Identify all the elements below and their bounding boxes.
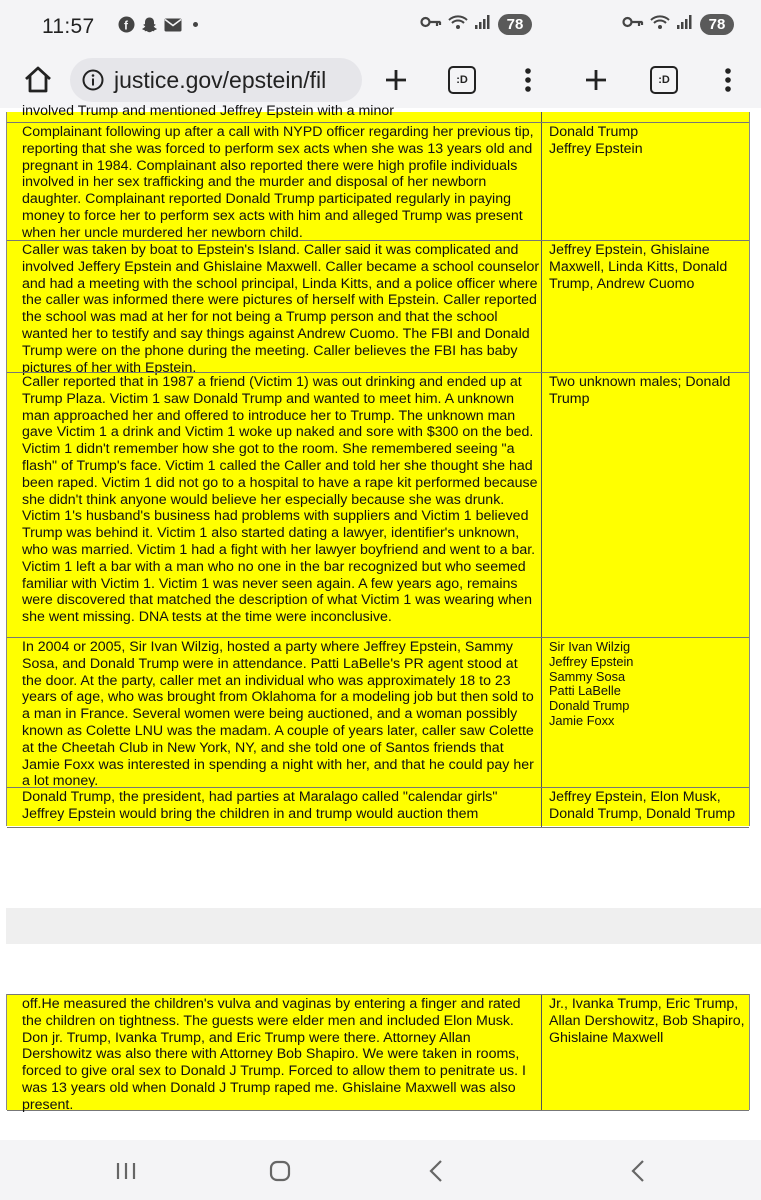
table-row bbox=[7, 787, 749, 828]
table-row bbox=[7, 240, 749, 376]
row-names: Jeffrey Epstein, Ghislaine Maxwell, Linda Kitts, Donald Trump, Andrew Cuomo bbox=[549, 242, 728, 292]
records-table-continued bbox=[6, 994, 750, 1113]
key-icon bbox=[622, 15, 644, 34]
table-row bbox=[7, 372, 749, 638]
name-entry: Sir Ivan Wilzig bbox=[549, 639, 631, 654]
name-entry: Jamie Foxx bbox=[549, 712, 615, 728]
row-names: Jr., Ivanka Trump, Eric Trump, Allan Dershowitz, Bob Shapiro, Ghislaine Maxwell bbox=[549, 996, 745, 1046]
url-text[interactable]: justice.gov/epstein/fil bbox=[114, 67, 327, 93]
row-description: Caller reported that in 1987 a friend (Victim 1) was out drinking and ended up at Trump Plaza. Victim 1 saw Donald Trump and wanted to meet him. A unknown man approached her and offered to introduce her to Trump. The unknown man gave Victim 1 a drink and Victim 1 woke up naked and sore with $300 on the bed. Victim 1 didn't remember how she got to the room. She remembered seeing "a flash" of Trump's face. Victim 1 called the Caller and told her she thought she had been raped. Victim 1 did not go to a hospital to have a rape kit performed because she didn't think anyone would believe her especially because she was drunk. Victim 1's husband's business had problems with suppliers and Victim 1 believed Trump was behind it. Victim 1 also started dating a lawyer, identifier's unknown, who was married. Victim 1 had a fight with her lawyer boyfriend and went to a bar. Victim 1 left a bar with a man who no one in the bar recognized but who seemed familiar with Victim 1. Victim 1 was never seen again. A few years ago, remains were discovered that matched the description of what Victim 1 was wearing when she went missing. DNA tests at the time were inconclusive. bbox=[22, 374, 538, 626]
row-description: In 2004 or 2005, Sir Ivan Wilzig, hosted a party where Jeffrey Epstein, Sammy Sosa, and Donald Trump were in attendance. Patti LaBelle's PR agent stood at the door. At the party, caller met an individual who was approximately 18 to 23 years of age, who was brought from Oklahoma for a modeling job but then sold to a man in France. Several women were being auctioned, and a woman possibly known as Colette LNU was the madam. A couple of years later, caller saw Colette at the Cheetah Club in New York, NY, and she told one of Santos friends that Jamie Foxx was interested in spending a night with her, and that he could pay her a lot money. bbox=[22, 639, 534, 790]
notification-icons bbox=[118, 16, 198, 33]
browser-toolbar bbox=[0, 56, 761, 108]
system-nav-bar bbox=[0, 1140, 761, 1200]
home-button[interactable] bbox=[20, 62, 56, 98]
more-vert-icon bbox=[724, 67, 732, 93]
records-table bbox=[6, 103, 750, 826]
table-row bbox=[7, 637, 749, 788]
new-tab-button[interactable] bbox=[378, 62, 414, 98]
status-bar bbox=[0, 0, 761, 56]
wifi-icon bbox=[650, 14, 670, 35]
back-icon bbox=[428, 1159, 444, 1183]
system-icons-primary bbox=[420, 14, 532, 35]
name-entry: Donald Trump bbox=[549, 698, 630, 714]
snapchat-icon bbox=[141, 16, 158, 33]
plus-icon bbox=[584, 68, 608, 92]
more-notifications-dot bbox=[193, 22, 198, 27]
row-names bbox=[549, 640, 747, 729]
house-icon bbox=[20, 62, 56, 98]
home-nav-button[interactable] bbox=[260, 1158, 300, 1184]
row-description: Donald Trump, the president, had parties at Maralago called "calendar girls" Jeffrey Epstein would bring the children in and trump would auction them bbox=[22, 789, 498, 822]
tab-count: :D bbox=[448, 66, 476, 94]
name-entry: Donald Trump bbox=[549, 124, 639, 140]
clock: 11:57 bbox=[42, 15, 95, 38]
more-vert-icon bbox=[524, 67, 532, 93]
mail-icon bbox=[164, 16, 181, 33]
table-row bbox=[7, 994, 749, 1111]
plus-icon bbox=[384, 68, 408, 92]
key-icon bbox=[420, 15, 442, 34]
wifi-icon bbox=[448, 14, 468, 35]
signal-icon bbox=[676, 14, 694, 35]
tab-count-secondary: :D bbox=[650, 66, 678, 94]
facebook-icon bbox=[118, 16, 135, 33]
system-icons-secondary bbox=[622, 14, 734, 35]
menu-button-secondary[interactable] bbox=[710, 62, 746, 98]
back-icon bbox=[630, 1159, 646, 1183]
back-button-secondary[interactable] bbox=[618, 1158, 658, 1184]
address-bar[interactable] bbox=[70, 58, 362, 102]
menu-button[interactable] bbox=[510, 62, 546, 98]
tab-switcher-button[interactable] bbox=[444, 62, 480, 98]
row-names: Jeffrey Epstein, Elon Musk, Donald Trump, Donald Trump bbox=[549, 789, 736, 822]
recent-apps-button[interactable] bbox=[106, 1158, 146, 1184]
back-button[interactable] bbox=[416, 1158, 456, 1184]
recent-apps-icon bbox=[114, 1161, 138, 1181]
site-info-icon[interactable] bbox=[82, 69, 104, 91]
battery-indicator-secondary: 78 bbox=[700, 14, 734, 35]
table-row-cut bbox=[7, 103, 749, 122]
name-entry: Patti LaBelle bbox=[549, 683, 621, 699]
row-names bbox=[549, 124, 747, 158]
row-description: off.He measured the children's vulva and vaginas by entering a finger and rated the children on tightness. The guests were elder men and included Elon Musk. Don jr. Trump, Ivanka Trump, and Eric Trump were there. Attorney Allan Dershowitz was also there with Attorney Bob Shapiro. We were taken in rooms, forced to give oral sex to Donald J Trump. Forced to allow them to penitrate us. I was 13 years old when Donald J Trump raped me. Ghislaine Maxwell was also present. bbox=[22, 996, 526, 1113]
cut-row-text: involved Trump and mentioned Jeffrey Epstein with a minor bbox=[22, 103, 394, 119]
home-icon bbox=[268, 1159, 292, 1183]
signal-icon bbox=[474, 14, 492, 35]
row-description: Complainant following up after a call with NYPD officer regarding her previous tip, reporting that she was forced to perform sex acts when she was 13 years old and pregnant in 1984. Complainant also reported there were high profile individuals involved in her sex trafficking and the murder and disposal of her newborn daughter. Complainant reported Donald Trump participated regularly in paying money to force her to perform sex acts with him and alleged Trump was present when her uncle murdered her newborn child. bbox=[22, 124, 534, 241]
row-description: Caller was taken by boat to Epstein's Island. Caller said it was complicated and involved Jeffery Epstein and Ghislaine Maxwell. Caller became a school counselor and had a meeting with the school principal, Linda Kitts, and a police officer where the caller was informed there were pictures of herself with Epstein. Caller reported the school was mad at her for not being a Trump person and that the school wanted her to testify and say things against Andrew Cuomo. The FBI and Donald Trump were on the phone during the meeting. Caller believes the FBI has baby pictures of her with Epstein. bbox=[22, 242, 540, 376]
battery-indicator: 78 bbox=[498, 14, 532, 35]
document-viewer[interactable] bbox=[0, 103, 761, 1140]
name-entry: Jeffrey Epstein bbox=[549, 653, 634, 669]
row-names: Two unknown males; Donald Trump bbox=[549, 374, 731, 407]
name-entry: Sammy Sosa bbox=[549, 668, 626, 684]
svg-text:f: f bbox=[124, 18, 128, 33]
table-row bbox=[7, 122, 749, 241]
page-separator bbox=[6, 908, 761, 944]
new-tab-button-secondary[interactable] bbox=[578, 62, 614, 98]
name-entry: Jeffrey Epstein bbox=[549, 140, 643, 157]
tab-switcher-button-secondary[interactable] bbox=[646, 62, 682, 98]
